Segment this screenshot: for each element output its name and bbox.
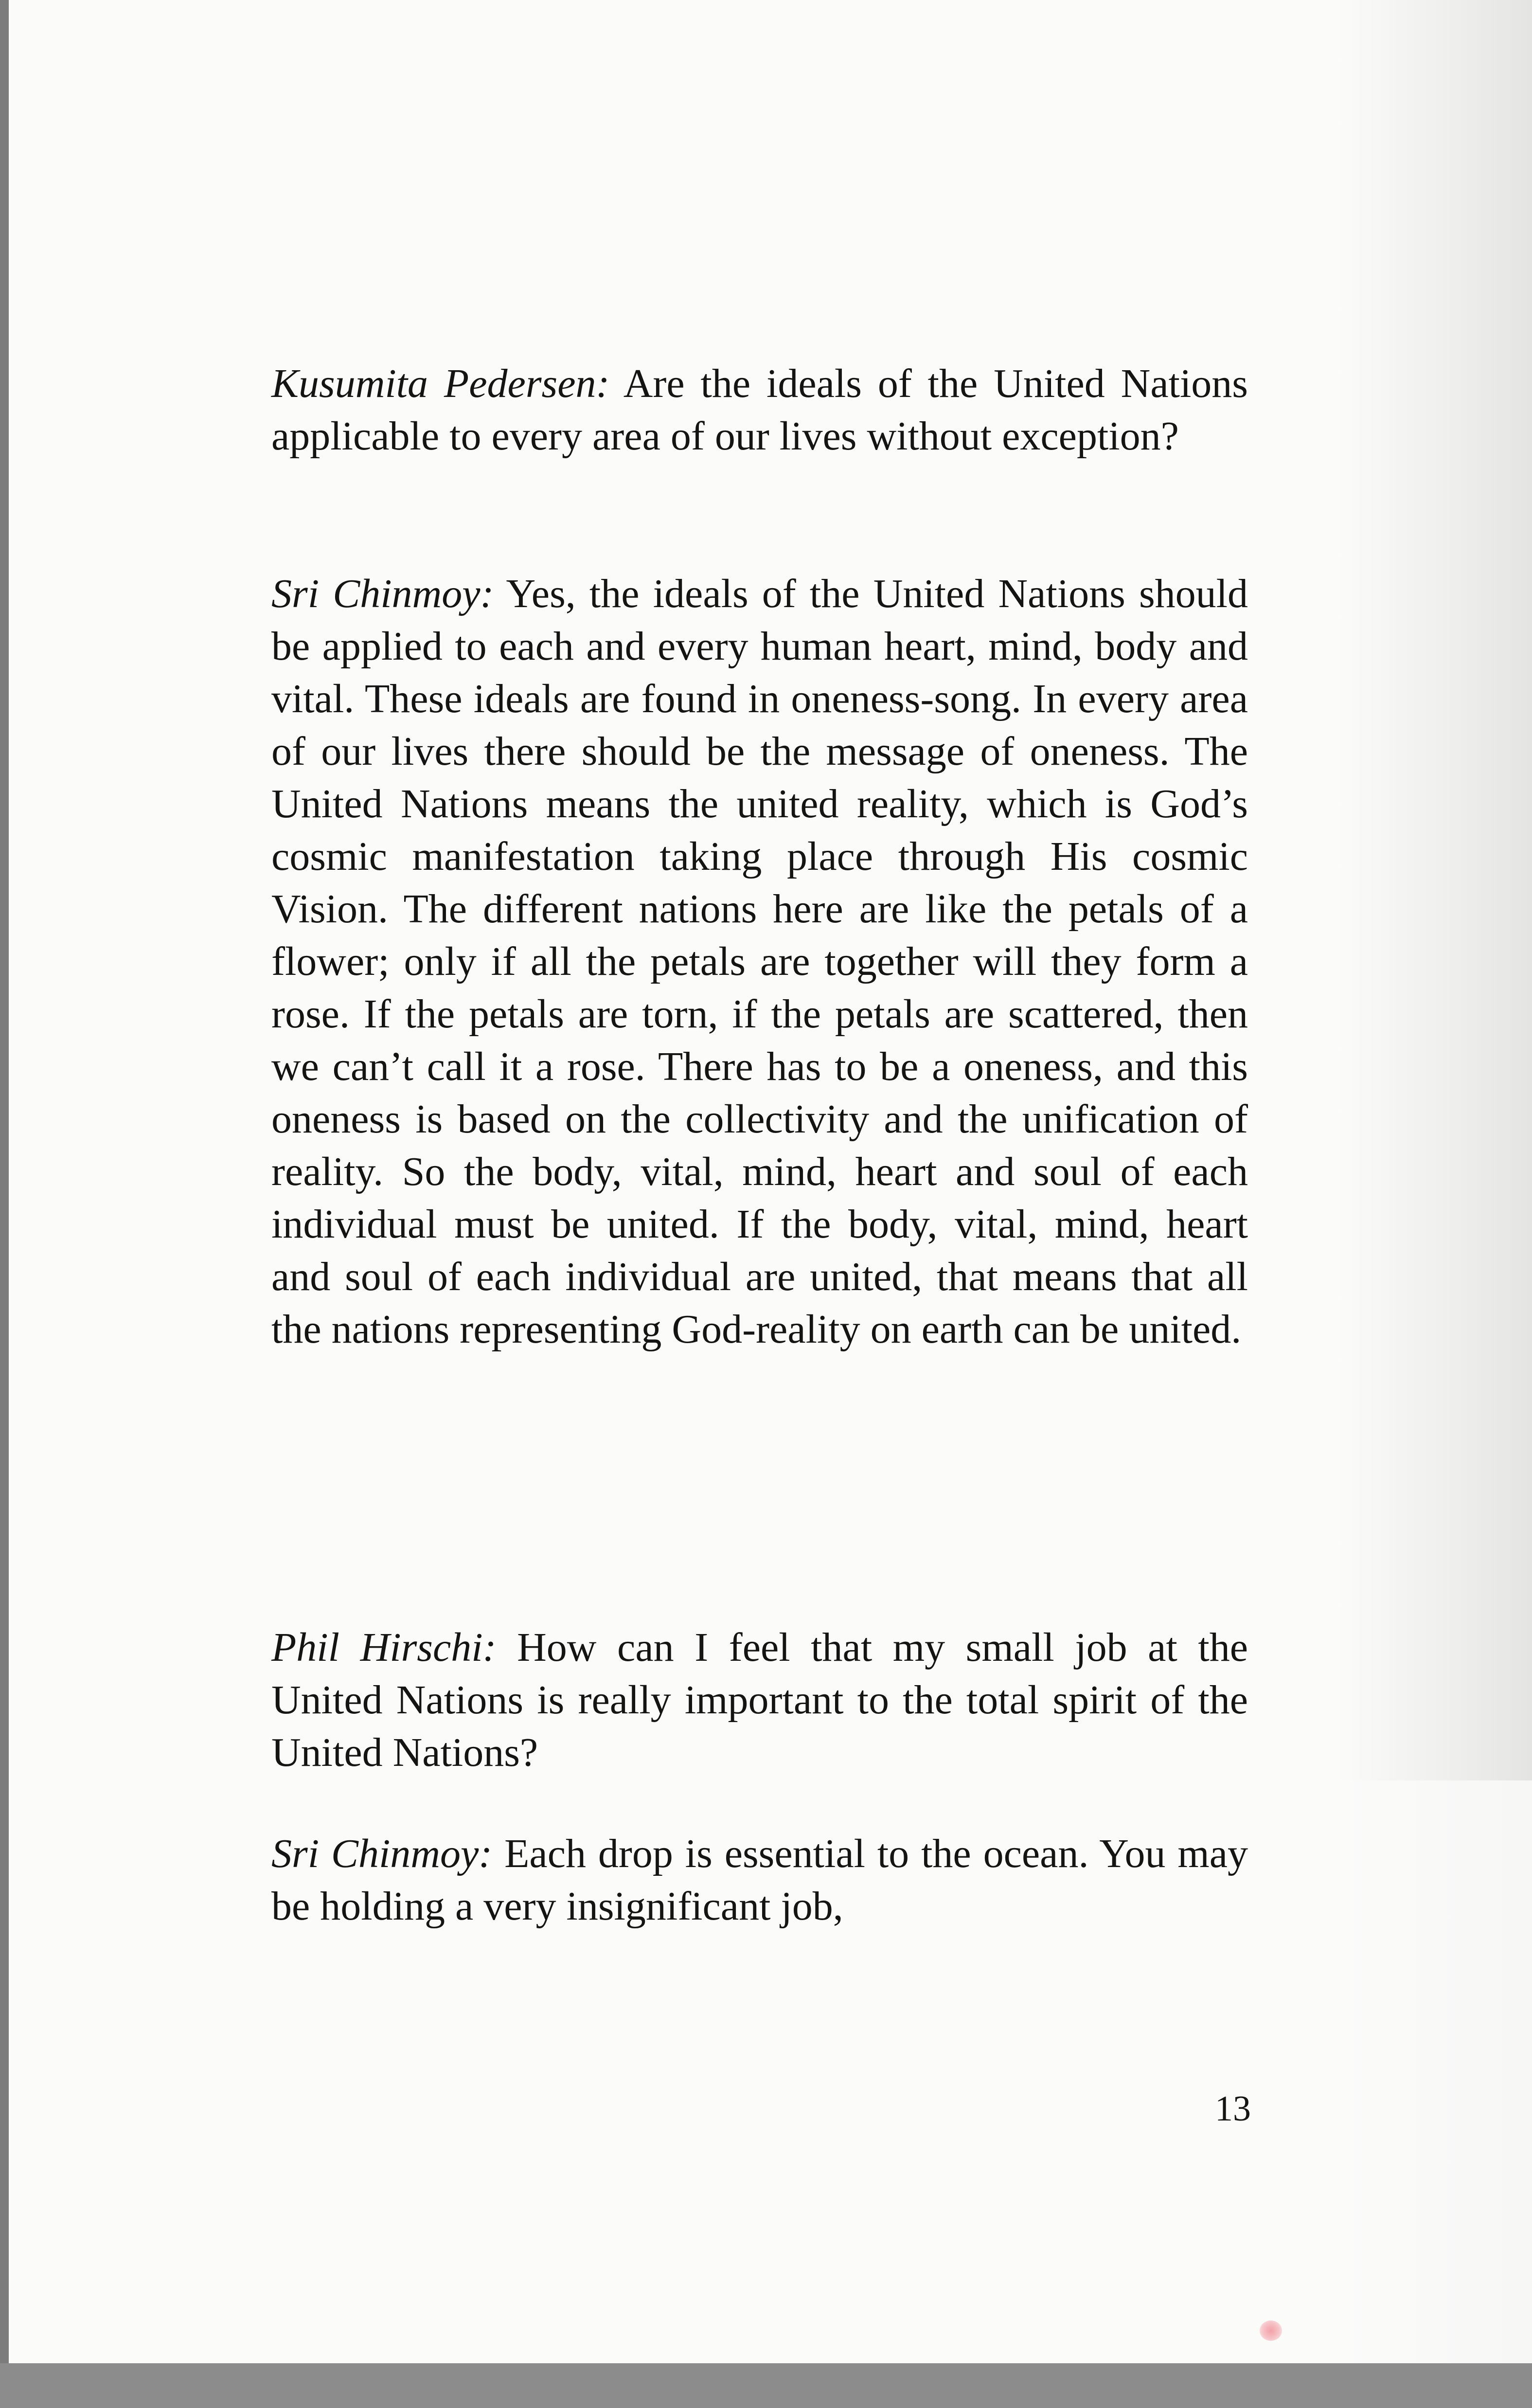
paragraph (271, 1621, 1248, 1779)
answer-block-1 (271, 568, 1248, 1356)
page-shadow-right (1337, 0, 1532, 1780)
page-number: 13 (1215, 2089, 1251, 2129)
speaker-name: Phil Hirschi: (271, 1625, 497, 1670)
paragraph (271, 1828, 1248, 1933)
question-block-2 (271, 1621, 1248, 1779)
question-block-1 (271, 358, 1248, 463)
speaker-name: Sri Chinmoy: (271, 1831, 493, 1876)
paragraph-text: How can I feel that my small job at the United Nations is really important to the total spirit of the United Nations? (271, 1625, 1248, 1775)
paragraph-text: Are the ideals of the United Nations applicable to every area of our lives without exception? (271, 361, 1248, 459)
paragraph (271, 358, 1248, 463)
answer-block-2 (271, 1828, 1248, 1933)
scan-bottom-edge (0, 2363, 1532, 2408)
speaker-name: Sri Chinmoy: (271, 571, 494, 616)
paragraph (271, 568, 1248, 1356)
ink-smudge (1260, 2320, 1282, 2341)
scan-left-edge (0, 0, 9, 2408)
page-shadow-right-lower (1337, 1780, 1532, 2363)
paragraph-text: Each drop is essential to the ocean. You may be holding a very insignificant job, (271, 1831, 1248, 1929)
paragraph-text: Yes, the ideals of the United Nations should be applied to each and every human heart, mind, body and vital. These ideals are found in oneness-song. In every area of our lives there should be the message of oneness. The United Nations means the united reality, which is God’s cosmic manifestation taking place through His cosmic Vision. The different nations here are like the petals of a flower; only if all the petals are together will they form a rose. If the petals are torn, if the petals are scattered, then we can’t call it a rose. There has to be a oneness, and this oneness is based on the collectivity and the unification of reality. So the body, vital, mind, heart and soul of each individual must be united. If the body, vital, mind, heart and soul of each individual are united, that means that all the nations representing God-reality on earth can be united. (271, 571, 1248, 1352)
speaker-name: Kusumita Pedersen: (271, 361, 610, 406)
